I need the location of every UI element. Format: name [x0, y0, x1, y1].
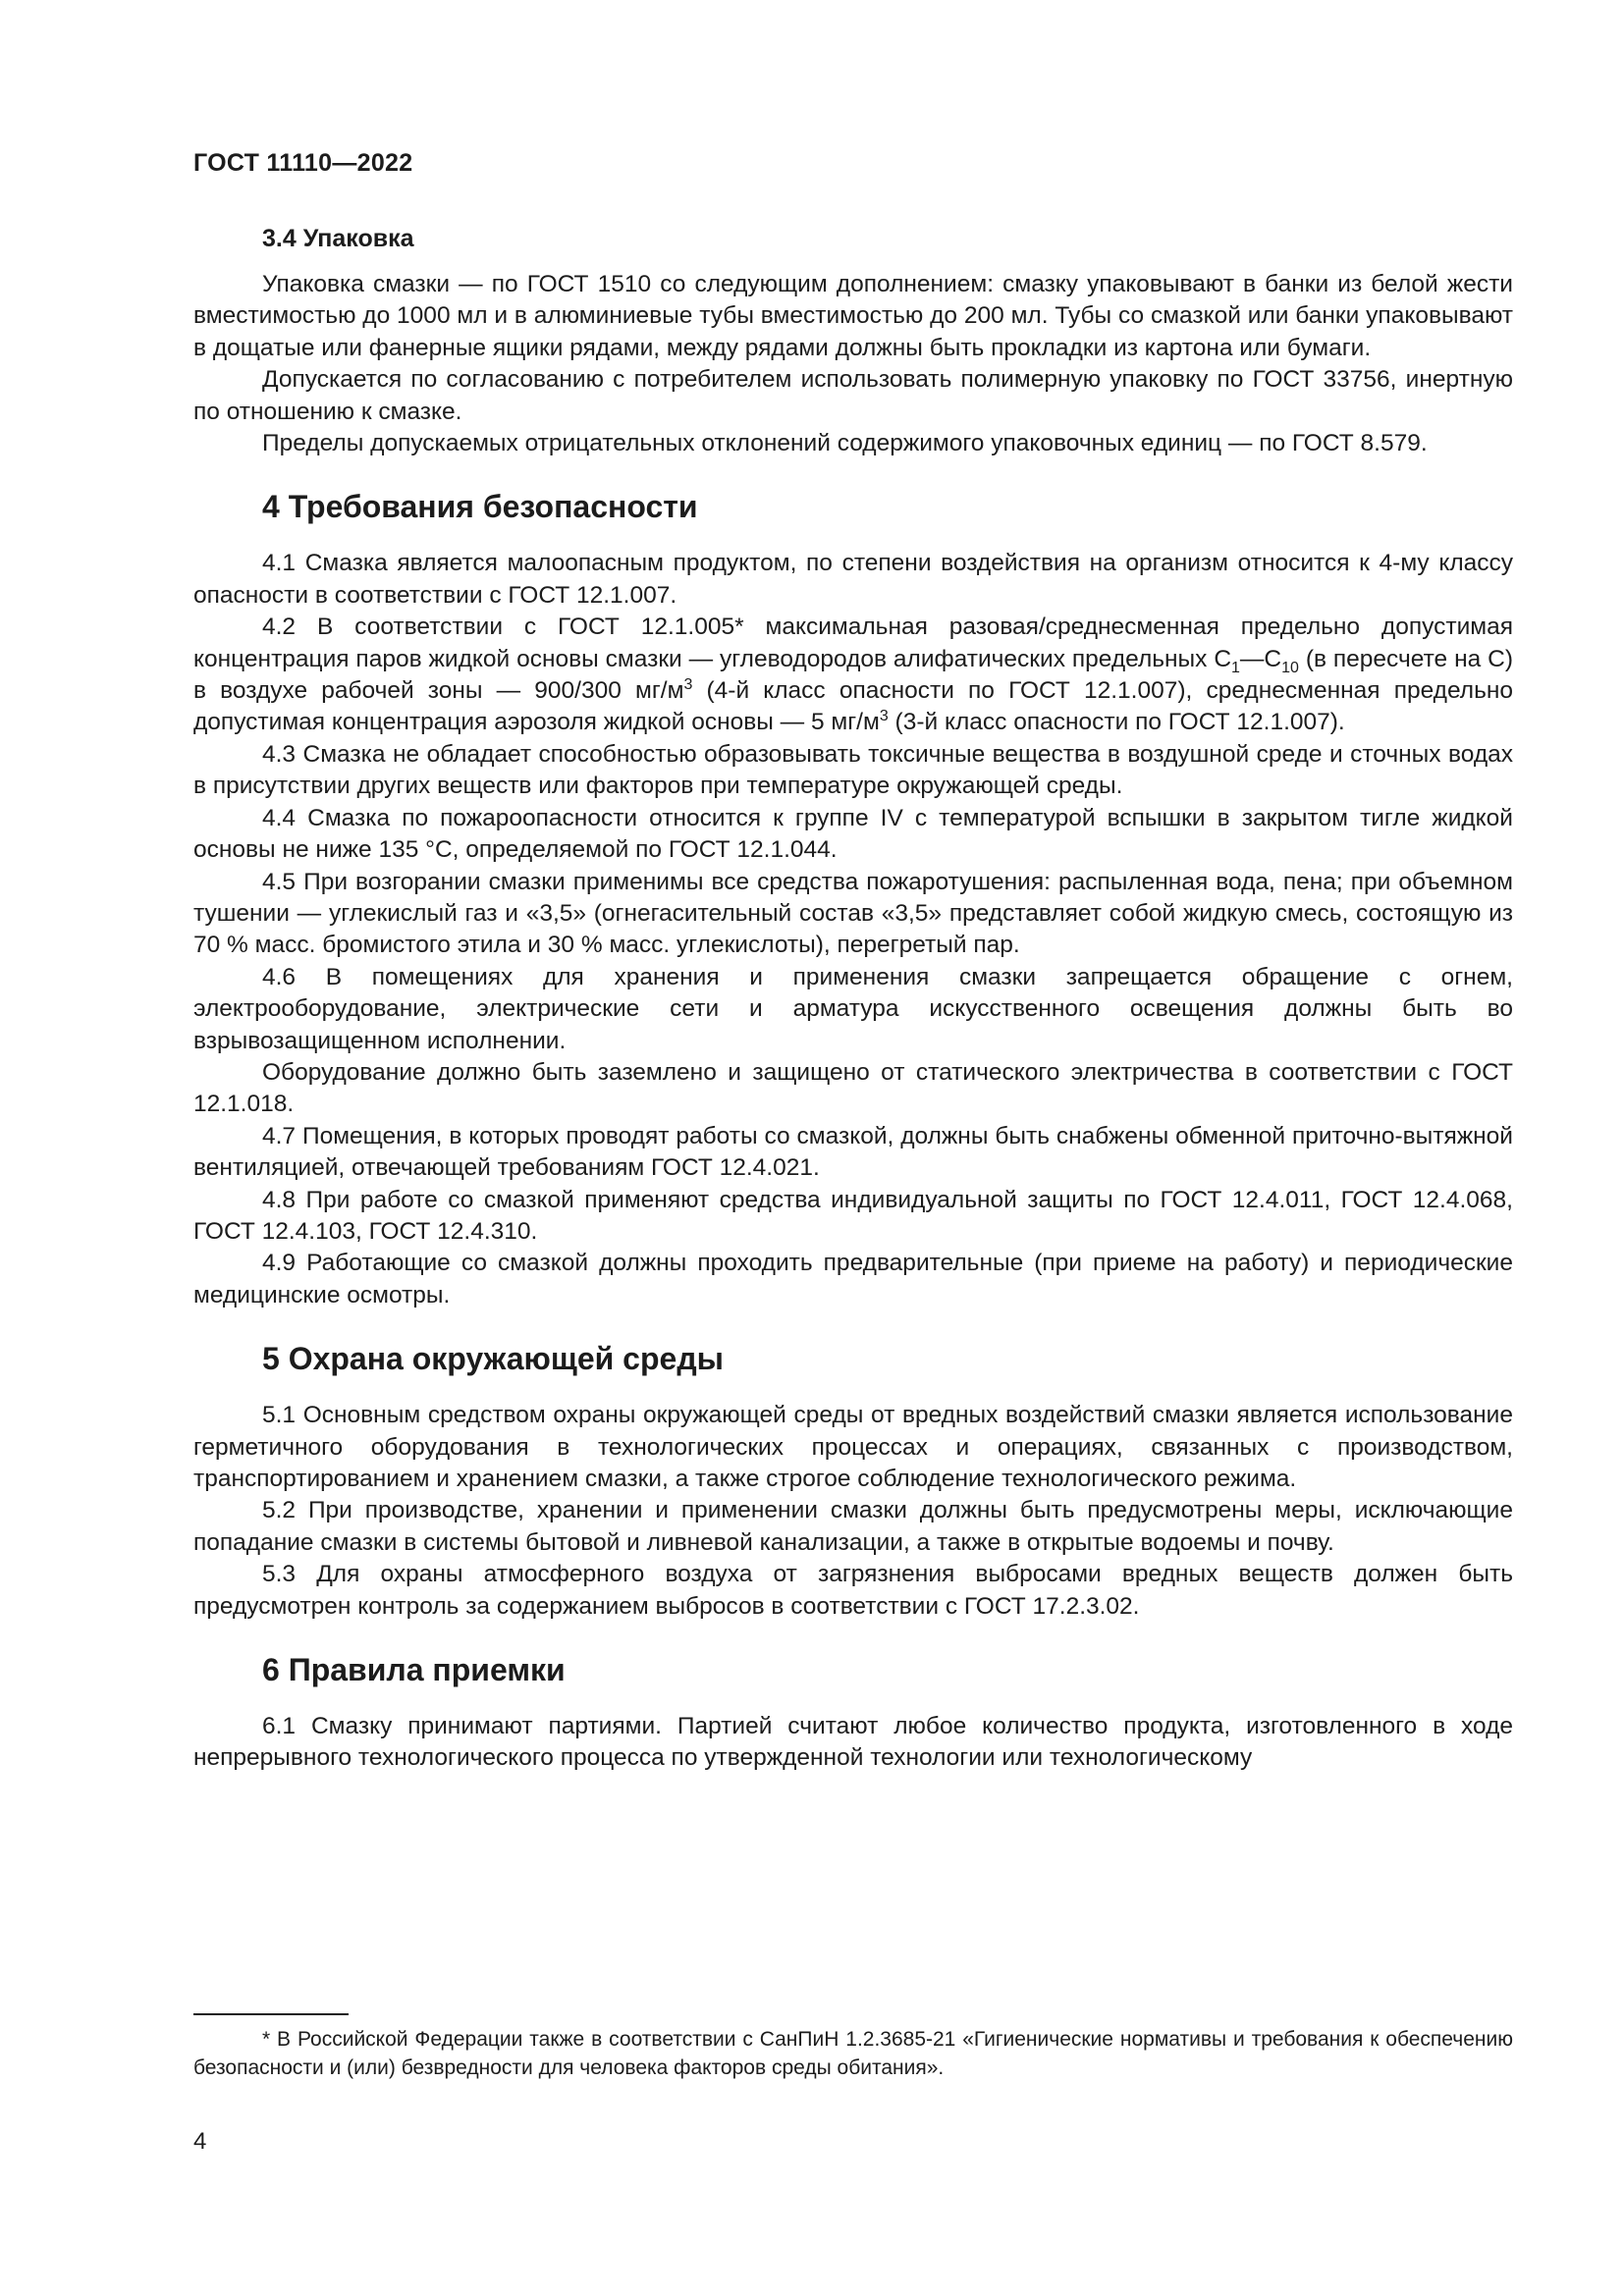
paragraph: 5.2 При производстве, хранении и применении смазки должны быть предусмотрены меры, исключающие попадание смазки в системы бытовой и ливневой канализации, а также в открытые водоемы и почву. — [193, 1497, 1513, 1556]
paragraph: 4.8 При работе со смазкой применяют средства индивидуальной защиты по ГОСТ 12.4.011, ГОСТ 12.4.068, ГОСТ 12.4.103, ГОСТ 12.4.310. — [193, 1186, 1513, 1245]
text-run: (3-й класс опасности по ГОСТ 12.1.007). — [888, 709, 1345, 736]
text-run: (4-й класс опасности по ГОСТ 12.1.007), среднесменная предельно допустимая концентрация аэрозоля жидкой основы — 5 мг/м — [193, 677, 1514, 736]
text-run: —С — [1239, 645, 1282, 672]
paragraph: Пределы допускаемых отрицательных отклонений содержимого упаковочных единиц — по ГОСТ 8.579. — [262, 430, 1428, 457]
footnote-divider — [193, 2013, 349, 2015]
paragraph: Допускается по согласованию с потребителем использовать полимерную упаковку по ГОСТ 33756, инертную по отношению к смазке. — [193, 366, 1513, 425]
footnote: * В Российской Федерации также в соответствии с СанПиН 1.2.3685-21 «Гигиенические нормативы и требования к обеспечению безопасности и (или) безвредности для человека факторов среды обитания». — [193, 2028, 1513, 2079]
text-run: 4.2 В соответствии с ГОСТ 12.1.005* максимальная разовая/среднесменная предельно допустимая концентрация паров жидкой основы смазки — углеводородов алифатических предельных С — [193, 614, 1513, 672]
paragraph: 5.3 Для охраны атмосферного воздуха от загрязнения выбросами вредных веществ должен быть предусмотрен контроль за содержанием выбросов в соответствии с ГОСТ 17.2.3.02. — [193, 1561, 1513, 1620]
superscript: 3 — [683, 675, 693, 693]
paragraph: 5.1 Основным средством охраны окружающей среды от вредных воздействий смазки является использование герметичного оборудования в технологических процессах и операциях, связанных с производством, транспортированием и хранением смазки, а также строгое соблюдение технологического режима. — [193, 1402, 1513, 1492]
subscript: 1 — [1231, 659, 1240, 676]
section-4-heading: 4 Требования безопасности — [262, 489, 698, 525]
paragraph: 4.7 Помещения, в которых проводят работы со смазкой, должны быть снабжены обменной приточно-вытяжной вентиляцией, отвечающей требованиям ГОСТ 12.4.021. — [193, 1122, 1513, 1182]
paragraph: 4.3 Смазка не обладает способностью образовывать токсичные вещества в воздушной среде и сточных водах в присутствии других веществ или факторов при температуре окружающей среды. — [193, 740, 1513, 800]
subscript: 10 — [1281, 659, 1299, 676]
paragraph: 4.4 Смазка по пожароопасности относится к группе IV с температурой вспышки в закрытом тигле жидкой основы не ниже 135 °С, определяемой по ГОСТ 12.1.044. — [193, 804, 1513, 864]
paragraph: 6.1 Смазку принимают партиями. Партией считают любое количество продукта, изготовленного в ходе непрерывного технологического процесса по утвержденной технологии или технологическому — [193, 1713, 1513, 1772]
paragraph-4-2 — [193, 612, 1513, 739]
superscript: 3 — [879, 708, 889, 725]
document-body — [193, 222, 1513, 1775]
paragraph: Упаковка смазки — по ГОСТ 1510 со следующим дополнением: смазку упаковывают в банки из белой жести вместимостью до 1000 мл и в алюминиевые тубы вместимостью до 200 мл. Тубы со смазкой или банки упаковывают в дощатые или фанерные ящики рядами, между рядами должны быть прокладки из картона или бумаги. — [193, 271, 1513, 361]
paragraph: 4.6 В помещениях для хранения и применения смазки запрещается обращение с огнем, электрооборудование, электрические сети и арматура искусственного освещения должны быть во взрывозащищенном исполнении. — [193, 963, 1513, 1054]
text-run: (в пересчете на С) в воздухе рабочей зоны — 900/300 мг/м — [193, 645, 1513, 705]
paragraph: 4.5 При возгорании смазки применимы все средства пожаротушения: распыленная вода, пена; при объемном тушении — углекислый газ и «3,5» (огнегасительный состав «3,5» представляет собой жидкую смесь, состоящую из 70 % масс. бромистого этила и 30 % масс. углекислоты), перегретый пар. — [193, 868, 1513, 959]
section-5-heading: 5 Охрана окружающей среды — [262, 1341, 724, 1377]
section-3-4-heading: 3.4 Упаковка — [262, 225, 414, 252]
document-header: ГОСТ 11110—2022 — [193, 149, 413, 177]
section-6-heading: 6 Правила приемки — [262, 1652, 566, 1688]
paragraph: 4.1 Смазка является малоопасным продуктом, по степени воздействия на организм относится к 4-му классу опасности в соответствии с ГОСТ 12.1.007. — [193, 550, 1513, 609]
page-number: 4 — [193, 2128, 207, 2155]
paragraph: 4.9 Работающие со смазкой должны проходить предварительные (при приеме на работу) и периодические медицинские осмотры. — [193, 1250, 1513, 1308]
paragraph: Оборудование должно быть заземлено и защищено от статического электричества в соответствии с ГОСТ 12.1.018. — [193, 1058, 1513, 1118]
